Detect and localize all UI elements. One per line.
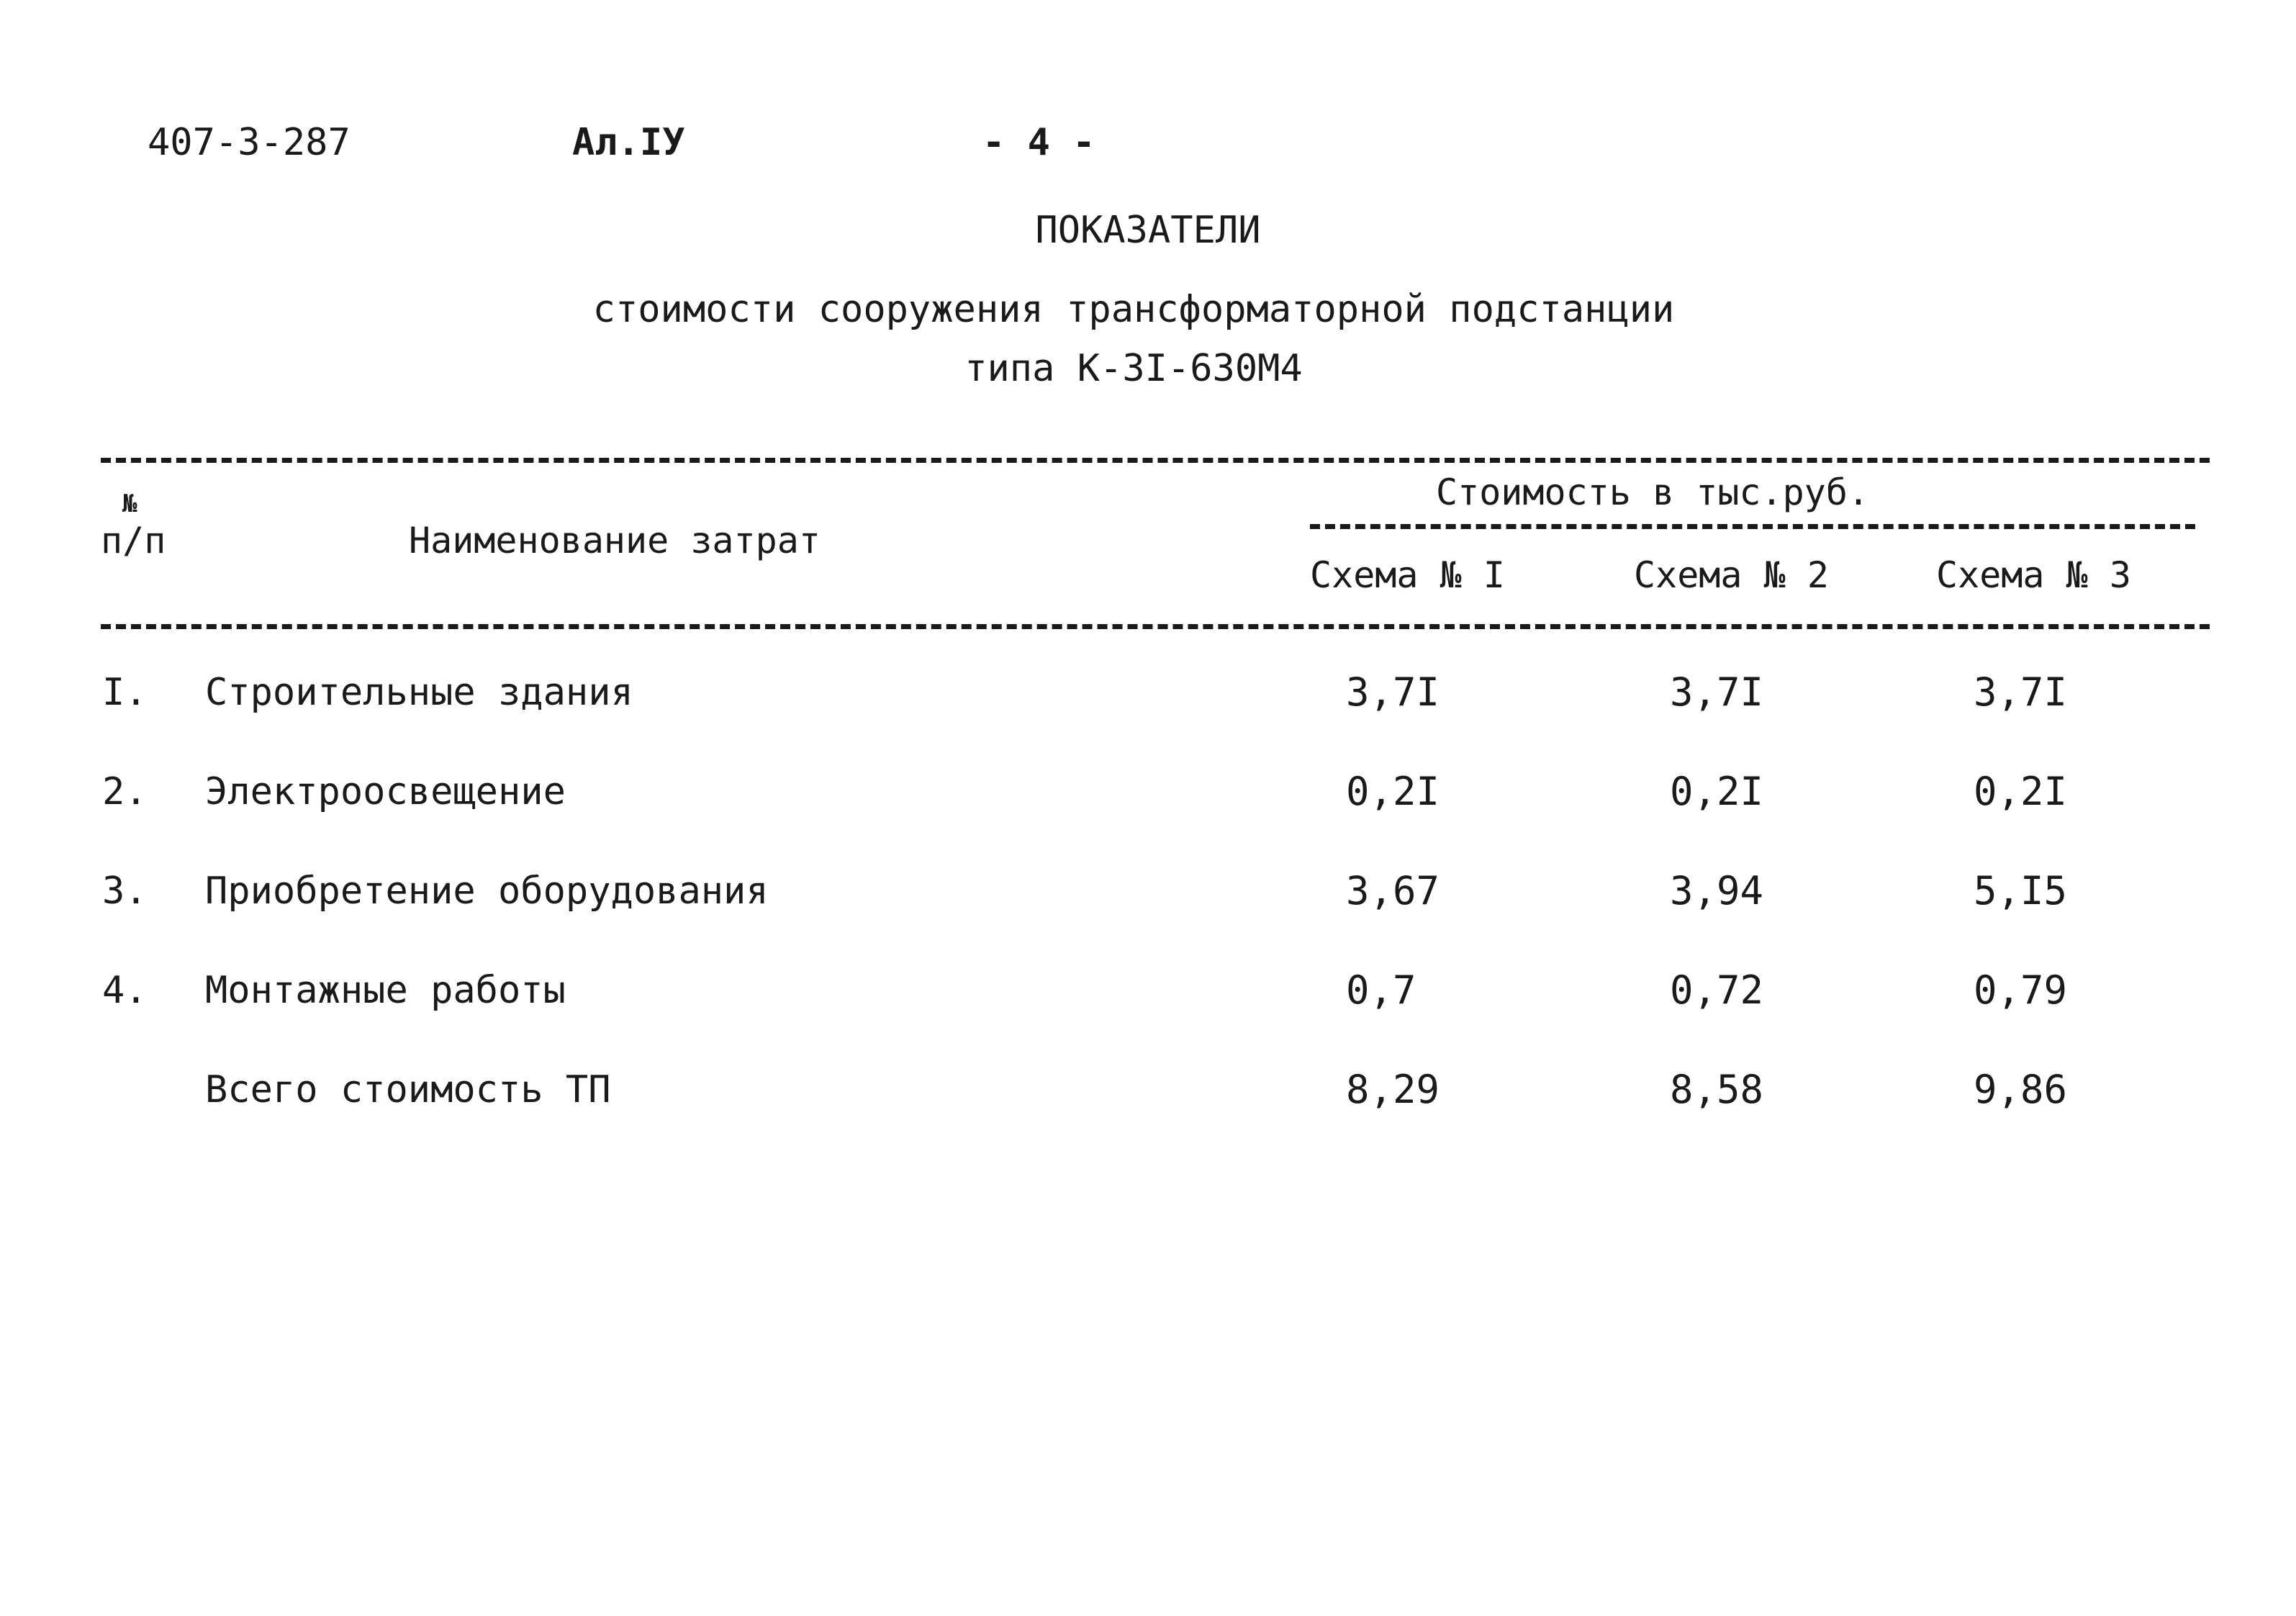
- row-value-scheme-1: 3,7I: [1346, 669, 1440, 715]
- row-value-scheme-2: 3,7I: [1670, 669, 1764, 715]
- row-value-scheme-3: 0,2I: [1974, 769, 2068, 814]
- row-name: Всего стоимость ТП: [205, 1068, 611, 1111]
- page-title: ПОКАЗАТЕЛИ: [1035, 209, 1261, 252]
- row-value-scheme-2: 8,58: [1670, 1067, 1764, 1112]
- page-subtitle-type: типа К-3I-630М4: [964, 347, 1303, 390]
- row-value-scheme-1: 0,2I: [1346, 769, 1440, 814]
- row-value-scheme-3: 3,7I: [1974, 669, 2068, 715]
- column-header-scheme-3: Схема № 3: [1936, 554, 2131, 596]
- row-value-scheme-1: 0,7: [1346, 967, 1416, 1013]
- row-value-scheme-1: 3,67: [1346, 868, 1440, 913]
- row-number: 2.: [102, 770, 148, 813]
- row-value-scheme-1: 8,29: [1346, 1067, 1440, 1112]
- row-number: 4.: [102, 969, 148, 1012]
- table-header-rule: [101, 624, 2210, 629]
- column-header-scheme-2: Схема № 2: [1634, 554, 1829, 596]
- cost-group-rule: [1310, 524, 2195, 529]
- row-number: I.: [102, 671, 148, 714]
- row-name: Монтажные работы: [205, 969, 566, 1012]
- row-value-scheme-2: 0,72: [1670, 967, 1764, 1013]
- number-sign: №: [122, 489, 137, 518]
- column-group-cost: Стоимость в тыс.руб.: [1436, 471, 1870, 513]
- row-name: Электроосвещение: [205, 770, 566, 813]
- row-value-scheme-2: 0,2I: [1670, 769, 1764, 814]
- page-subtitle: стоимости сооружения трансформаторной подстанции: [592, 288, 1675, 331]
- column-header-name: Наименование затрат: [409, 520, 821, 561]
- row-value-scheme-3: 5,I5: [1974, 868, 2068, 913]
- row-value-scheme-2: 3,94: [1670, 868, 1764, 913]
- row-name: Приобретение оборудования: [205, 870, 769, 913]
- page-number: - 4 -: [982, 121, 1095, 164]
- album-number: Ал.IУ: [572, 121, 685, 164]
- row-name: Строительные здания: [205, 671, 633, 714]
- table-top-rule: [101, 458, 2210, 463]
- document-code: 407-3-287: [148, 121, 351, 164]
- row-value-scheme-3: 9,86: [1974, 1067, 2068, 1112]
- column-header-number: п/п: [101, 520, 166, 561]
- row-number: 3.: [102, 870, 148, 913]
- row-value-scheme-3: 0,79: [1974, 967, 2068, 1013]
- column-header-scheme-1: Схема № I: [1310, 554, 1505, 596]
